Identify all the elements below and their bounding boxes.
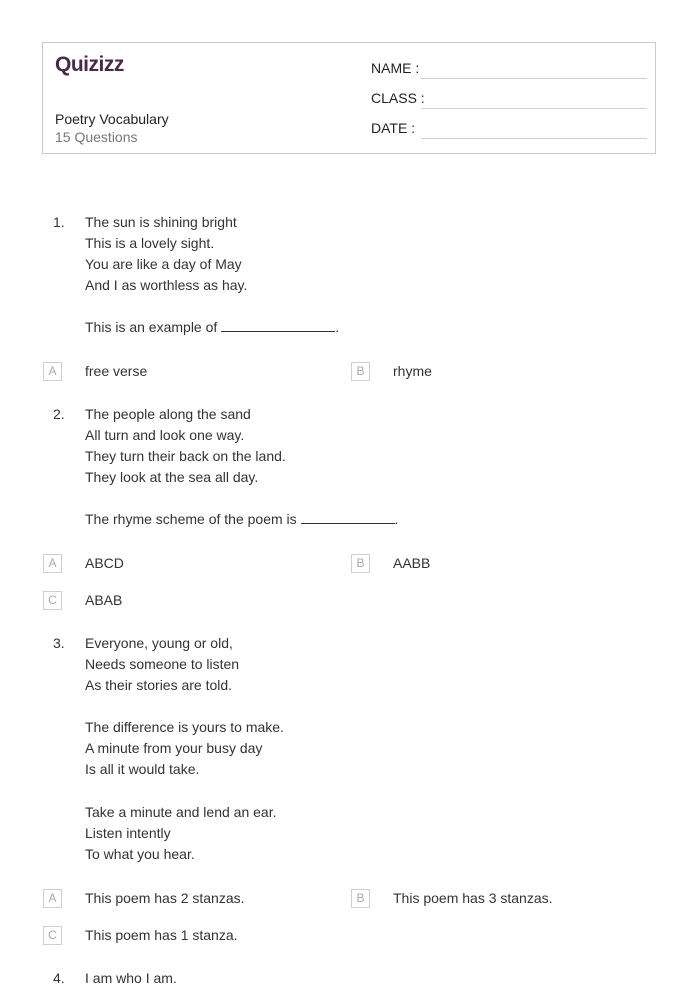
option-a-box[interactable]: A — [43, 554, 62, 573]
prompt-end: . — [394, 511, 399, 527]
question-number: 3. — [53, 635, 65, 651]
poem-line: They turn their back on the land. — [85, 448, 286, 464]
poem-line: Is all it would take. — [85, 761, 200, 777]
option-c-text[interactable]: This poem has 1 stanza. — [85, 927, 238, 943]
option-a-box[interactable]: A — [43, 889, 62, 908]
option-a-text[interactable]: free verse — [85, 363, 148, 379]
poem-line: This is a lovely sight. — [85, 235, 215, 251]
answer-blank — [221, 319, 335, 332]
poem-line: The difference is yours to make. — [85, 719, 284, 735]
option-a-text[interactable]: This poem has 2 stanzas. — [85, 890, 245, 906]
poem-line: To what you hear. — [85, 846, 195, 862]
date-line — [421, 138, 647, 139]
question-number: 4. — [53, 970, 65, 986]
option-c-text[interactable]: ABAB — [85, 592, 123, 608]
poem-line: And I as worthless as hay. — [85, 277, 248, 293]
poem-line: Everyone, young or old, — [85, 635, 233, 651]
name-label: NAME : — [371, 60, 420, 76]
question-number: 2. — [53, 406, 65, 422]
option-c-box[interactable]: C — [43, 591, 62, 610]
option-b-box[interactable]: B — [351, 554, 370, 573]
worksheet-header — [42, 42, 656, 154]
option-c-box[interactable]: C — [43, 926, 62, 945]
poem-line: A minute from your busy day — [85, 740, 263, 756]
answer-blank — [301, 511, 395, 524]
poem-line: All turn and look one way. — [85, 427, 245, 443]
poem-line: The people along the sand — [85, 406, 251, 422]
prompt-text: The rhyme scheme of the poem is — [85, 511, 297, 527]
prompt-text: This is an example of — [85, 319, 218, 335]
option-b-box[interactable]: B — [351, 362, 370, 381]
poem-line: The sun is shining bright — [85, 214, 237, 230]
option-b-text[interactable]: This poem has 3 stanzas. — [393, 890, 553, 906]
quiz-title: Poetry Vocabulary — [55, 111, 169, 127]
question-prompt — [85, 511, 398, 527]
option-b-box[interactable]: B — [351, 889, 370, 908]
poem-line: Take a minute and lend an ear. — [85, 804, 277, 820]
poem-line: They look at the sea all day. — [85, 469, 259, 485]
prompt-end: . — [335, 319, 340, 335]
poem-line: I am who I am. — [85, 970, 177, 986]
option-a-box[interactable]: A — [43, 362, 62, 381]
question-prompt — [85, 319, 339, 335]
option-b-text[interactable]: AABB — [393, 555, 431, 571]
poem-line: As their stories are told. — [85, 677, 233, 693]
poem-line: Listen intently — [85, 825, 171, 841]
question-count: 15 Questions — [55, 129, 138, 145]
class-line — [421, 108, 647, 109]
quizizz-logo: Quizizz — [55, 53, 124, 76]
poem-line: You are like a day of May — [85, 256, 242, 272]
option-a-text[interactable]: ABCD — [85, 555, 124, 571]
poem-line: Needs someone to listen — [85, 656, 240, 672]
option-b-text[interactable]: rhyme — [393, 363, 432, 379]
class-label: CLASS : — [371, 90, 425, 106]
name-line — [421, 78, 647, 79]
question-number: 1. — [53, 214, 65, 230]
date-label: DATE : — [371, 120, 416, 136]
